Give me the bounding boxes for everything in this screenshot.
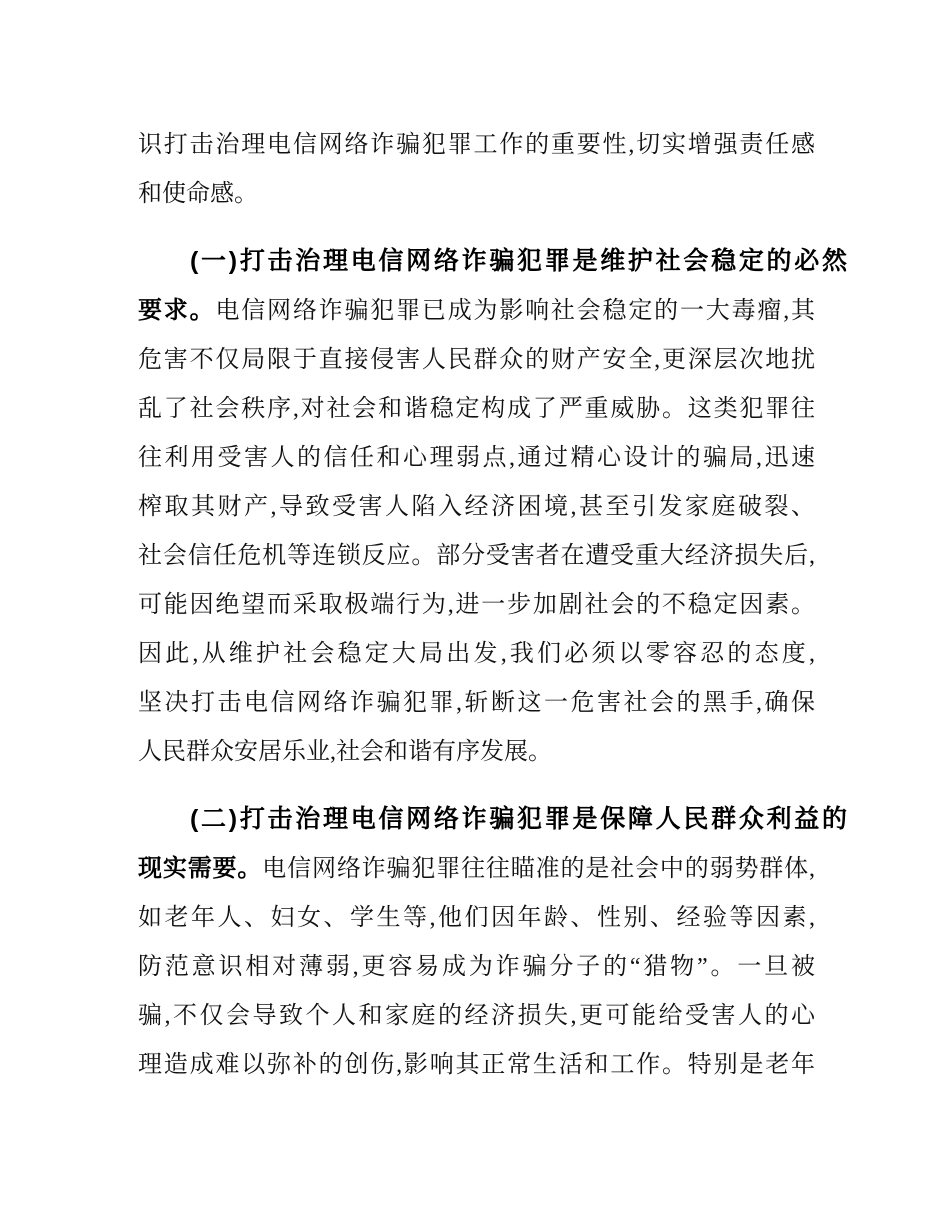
text-line — [138, 844, 815, 893]
document-text-block — [138, 120, 847, 1089]
text-run: 可能因绝望而采取极端行为,进一步加剧社会的不稳定因素。 — [138, 592, 815, 618]
text-run: 电信网络诈骗犯罪往往瞄准的是社会中的弱势群体, — [262, 856, 816, 882]
bold-run: (一)打击治理电信网络诈骗犯罪是维护社会稳定的必然 — [190, 247, 847, 275]
section-heading-line — [138, 237, 847, 286]
text-line — [138, 1040, 815, 1089]
text-line — [138, 384, 815, 433]
text-run: 骗,不仅会导致个人和家庭的经济损失,更可能给受害人的心 — [138, 1003, 815, 1029]
text-run: 社会信任危机等连锁反应。部分受害者在遭受重大经济损失后, — [138, 543, 815, 569]
text-line — [138, 433, 815, 482]
text-line — [138, 531, 815, 580]
section-heading-line — [138, 795, 847, 844]
text-run: 人民群众安居乐业,社会和谐有序发展。 — [138, 739, 552, 765]
text-line — [138, 286, 815, 335]
text-run: 榨取其财产,导致受害人陷入经济困境,甚至引发家庭破裂、 — [138, 494, 815, 520]
text-run: 如老年人、妇女、学生等,他们因年龄、性别、经验等因素, — [138, 905, 815, 931]
text-line — [138, 942, 815, 991]
text-line — [138, 482, 815, 531]
text-line — [138, 335, 815, 384]
text-line — [138, 580, 815, 629]
bold-run: (二)打击治理电信网络诈骗犯罪是保障人民群众利益的 — [190, 805, 847, 833]
text-run: 乱了社会秩序,对社会和谐稳定构成了严重威胁。这类犯罪往 — [138, 396, 815, 422]
bold-run: 现实需要。 — [138, 855, 263, 882]
text-line — [138, 169, 815, 218]
text-line — [138, 678, 815, 727]
text-run: 往利用受害人的信任和心理弱点,通过精心设计的骗局,迅速 — [138, 445, 815, 471]
text-line — [138, 727, 815, 776]
text-run: 识打击治理电信网络诈骗犯罪工作的重要性,切实增强责任感 — [138, 132, 815, 158]
text-line — [138, 893, 815, 942]
text-run: 和使命感。 — [138, 181, 258, 207]
text-line — [138, 629, 815, 678]
bold-run: 要求。 — [138, 297, 216, 324]
text-run: 坚决打击电信网络诈骗犯罪,斩断这一危害社会的黑手,确保 — [138, 690, 815, 716]
text-line — [138, 991, 815, 1040]
text-line — [138, 120, 815, 169]
text-run: 防范意识相对薄弱,更容易成为诈骗分子的“猎物”。一旦被 — [138, 954, 815, 980]
text-run: 危害不仅局限于直接侵害人民群众的财产安全,更深层次地扰 — [138, 347, 815, 373]
text-run: 理造成难以弥补的创伤,影响其正常生活和工作。特别是老年 — [138, 1052, 815, 1078]
text-run: 电信网络诈骗犯罪已成为影响社会稳定的一大毒瘤,其 — [215, 298, 816, 324]
text-run: 因此,从维护社会稳定大局出发,我们必须以零容忍的态度, — [138, 641, 815, 667]
